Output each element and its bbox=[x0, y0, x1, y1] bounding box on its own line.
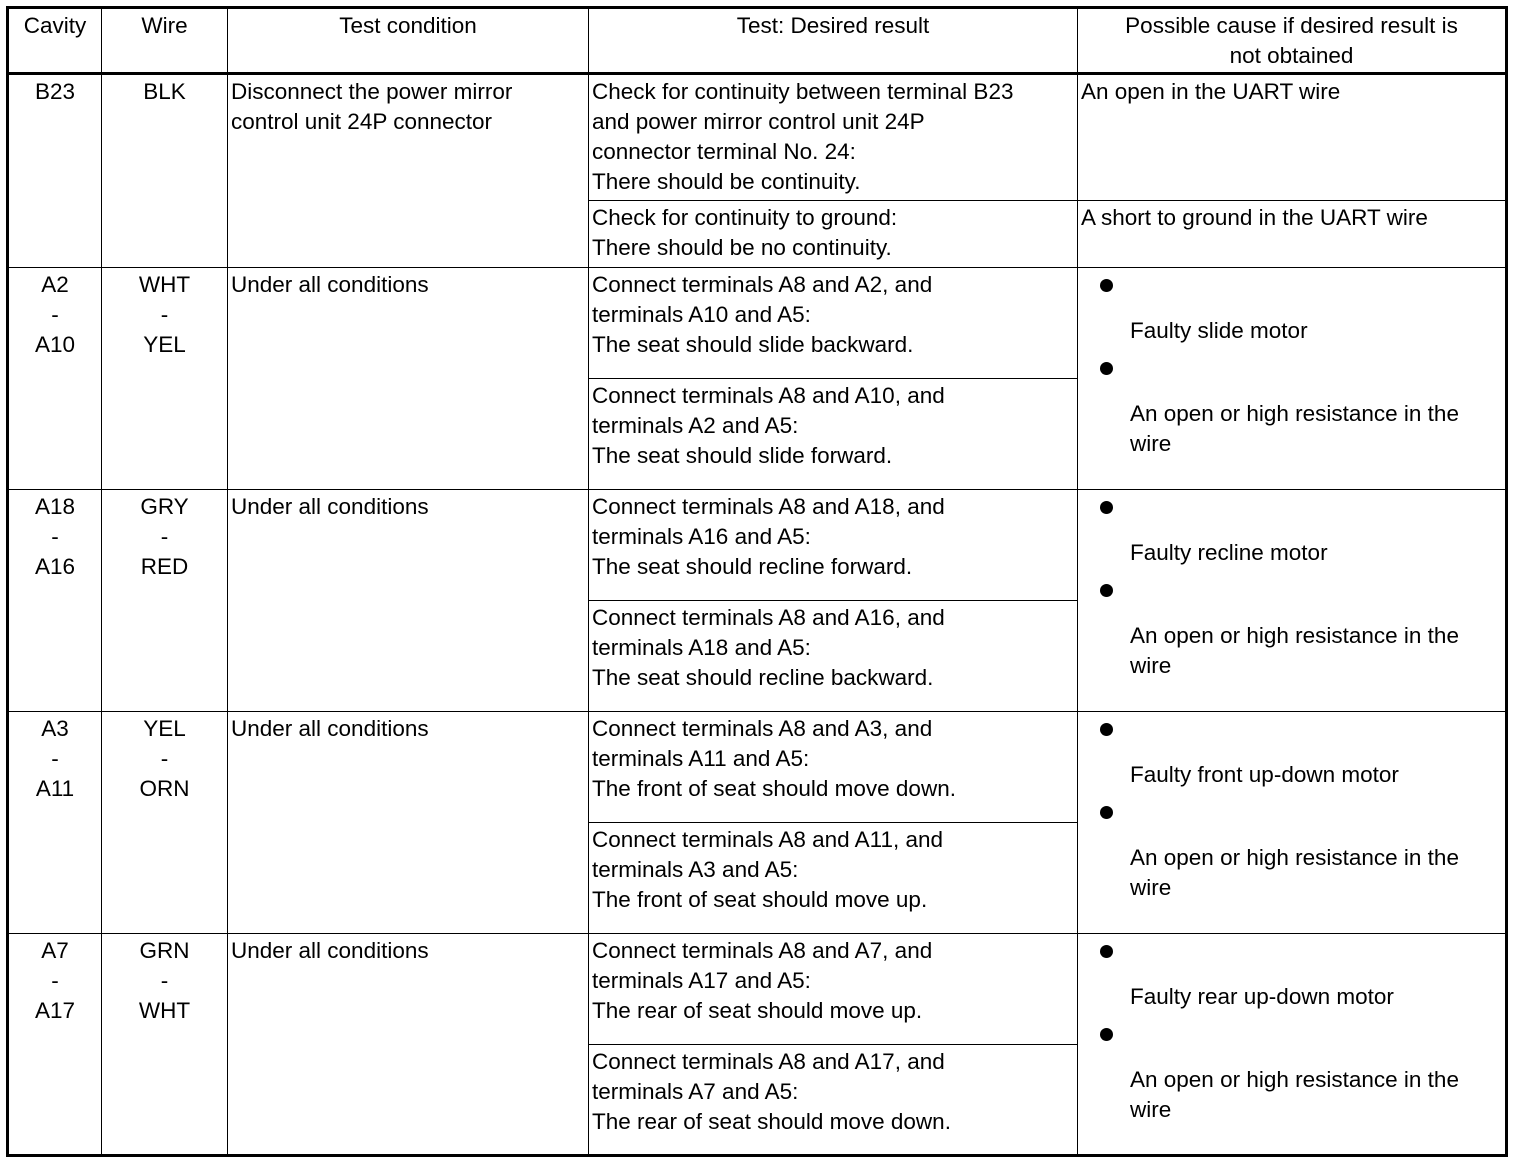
condition-cell: Disconnect the power mirror control unit 24P connector bbox=[228, 74, 589, 268]
bullet-icon bbox=[1100, 945, 1113, 958]
troubleshooting-table bbox=[6, 6, 1508, 1157]
wire-cell: YEL - ORN bbox=[102, 712, 228, 934]
cause-text: Faulty slide motor bbox=[1130, 318, 1308, 343]
cause-text: An open or high resistance in the wire bbox=[1130, 1067, 1459, 1122]
bullet-icon bbox=[1100, 584, 1113, 597]
header-test-condition: Test condition bbox=[228, 8, 589, 74]
cause-item bbox=[1096, 945, 1501, 1012]
cause-text: Faulty rear up-down motor bbox=[1130, 984, 1394, 1009]
bullet-icon bbox=[1100, 501, 1113, 514]
cause-cell bbox=[1078, 934, 1507, 1156]
result-cell: Connect terminals A8 and A11, and terminals A3 and A5: The front of seat should move up. bbox=[589, 823, 1078, 934]
cause-item bbox=[1096, 806, 1501, 903]
cause-text: An open or high resistance in the wire bbox=[1130, 845, 1459, 900]
wire-cell: WHT - YEL bbox=[102, 268, 228, 490]
result-cell: Connect terminals A8 and A2, and terminals A10 and A5: The seat should slide backward. bbox=[589, 268, 1078, 379]
cause-item bbox=[1096, 1028, 1501, 1125]
bullet-icon bbox=[1100, 1028, 1113, 1041]
wire-cell: GRY - RED bbox=[102, 490, 228, 712]
condition-cell: Under all conditions bbox=[228, 490, 589, 712]
cavity-cell: A2 - A10 bbox=[8, 268, 102, 490]
cause-cell bbox=[1078, 268, 1507, 490]
table-row bbox=[8, 74, 1507, 201]
result-cell: Connect terminals A8 and A18, and terminals A16 and A5: The seat should recline forward. bbox=[589, 490, 1078, 601]
condition-cell: Under all conditions bbox=[228, 712, 589, 934]
result-cell: Check for continuity between terminal B23 and power mirror control unit 24P connector terminal No. 24: There should be continuity. bbox=[589, 74, 1078, 201]
cause-text: Faulty front up-down motor bbox=[1130, 762, 1399, 787]
result-cell: Connect terminals A8 and A10, and terminals A2 and A5: The seat should slide forward. bbox=[589, 379, 1078, 490]
header-desired-result: Test: Desired result bbox=[589, 8, 1078, 74]
cause-item bbox=[1096, 723, 1501, 790]
bullet-icon bbox=[1100, 723, 1113, 736]
header-cavity: Cavity bbox=[8, 8, 102, 74]
table-row bbox=[8, 268, 1507, 379]
result-cell: Connect terminals A8 and A16, and terminals A18 and A5: The seat should recline backward. bbox=[589, 601, 1078, 712]
table-row bbox=[8, 490, 1507, 601]
cavity-cell: A18 - A16 bbox=[8, 490, 102, 712]
cause-cell: A short to ground in the UART wire bbox=[1078, 201, 1507, 268]
cause-item bbox=[1096, 279, 1501, 346]
result-cell: Connect terminals A8 and A17, and terminals A7 and A5: The rear of seat should move down. bbox=[589, 1045, 1078, 1156]
condition-cell: Under all conditions bbox=[228, 934, 589, 1156]
table-row bbox=[8, 934, 1507, 1045]
cause-item bbox=[1096, 362, 1501, 459]
result-cell: Connect terminals A8 and A7, and terminals A17 and A5: The rear of seat should move up. bbox=[589, 934, 1078, 1045]
cause-text: Faulty recline motor bbox=[1130, 540, 1328, 565]
result-cell: Connect terminals A8 and A3, and terminals A11 and A5: The front of seat should move down. bbox=[589, 712, 1078, 823]
result-cell: Check for continuity to ground: There should be no continuity. bbox=[589, 201, 1078, 268]
bullet-icon bbox=[1100, 279, 1113, 292]
cause-cell bbox=[1078, 712, 1507, 934]
wire-cell: BLK bbox=[102, 74, 228, 268]
wire-cell: GRN - WHT bbox=[102, 934, 228, 1156]
cause-item bbox=[1096, 584, 1501, 681]
cavity-cell: A7 - A17 bbox=[8, 934, 102, 1156]
bullet-icon bbox=[1100, 362, 1113, 375]
cause-item bbox=[1096, 501, 1501, 568]
cavity-cell: A3 - A11 bbox=[8, 712, 102, 934]
header-possible-cause: Possible cause if desired result is not obtained bbox=[1078, 8, 1507, 74]
header-wire: Wire bbox=[102, 8, 228, 74]
condition-cell: Under all conditions bbox=[228, 268, 589, 490]
cause-text: An open or high resistance in the wire bbox=[1130, 623, 1459, 678]
cavity-cell: B23 bbox=[8, 74, 102, 268]
cause-cell bbox=[1078, 490, 1507, 712]
bullet-icon bbox=[1100, 806, 1113, 819]
table-row bbox=[8, 712, 1507, 823]
header-row bbox=[8, 8, 1507, 74]
cause-cell: An open in the UART wire bbox=[1078, 74, 1507, 201]
cause-text: An open or high resistance in the wire bbox=[1130, 401, 1459, 456]
